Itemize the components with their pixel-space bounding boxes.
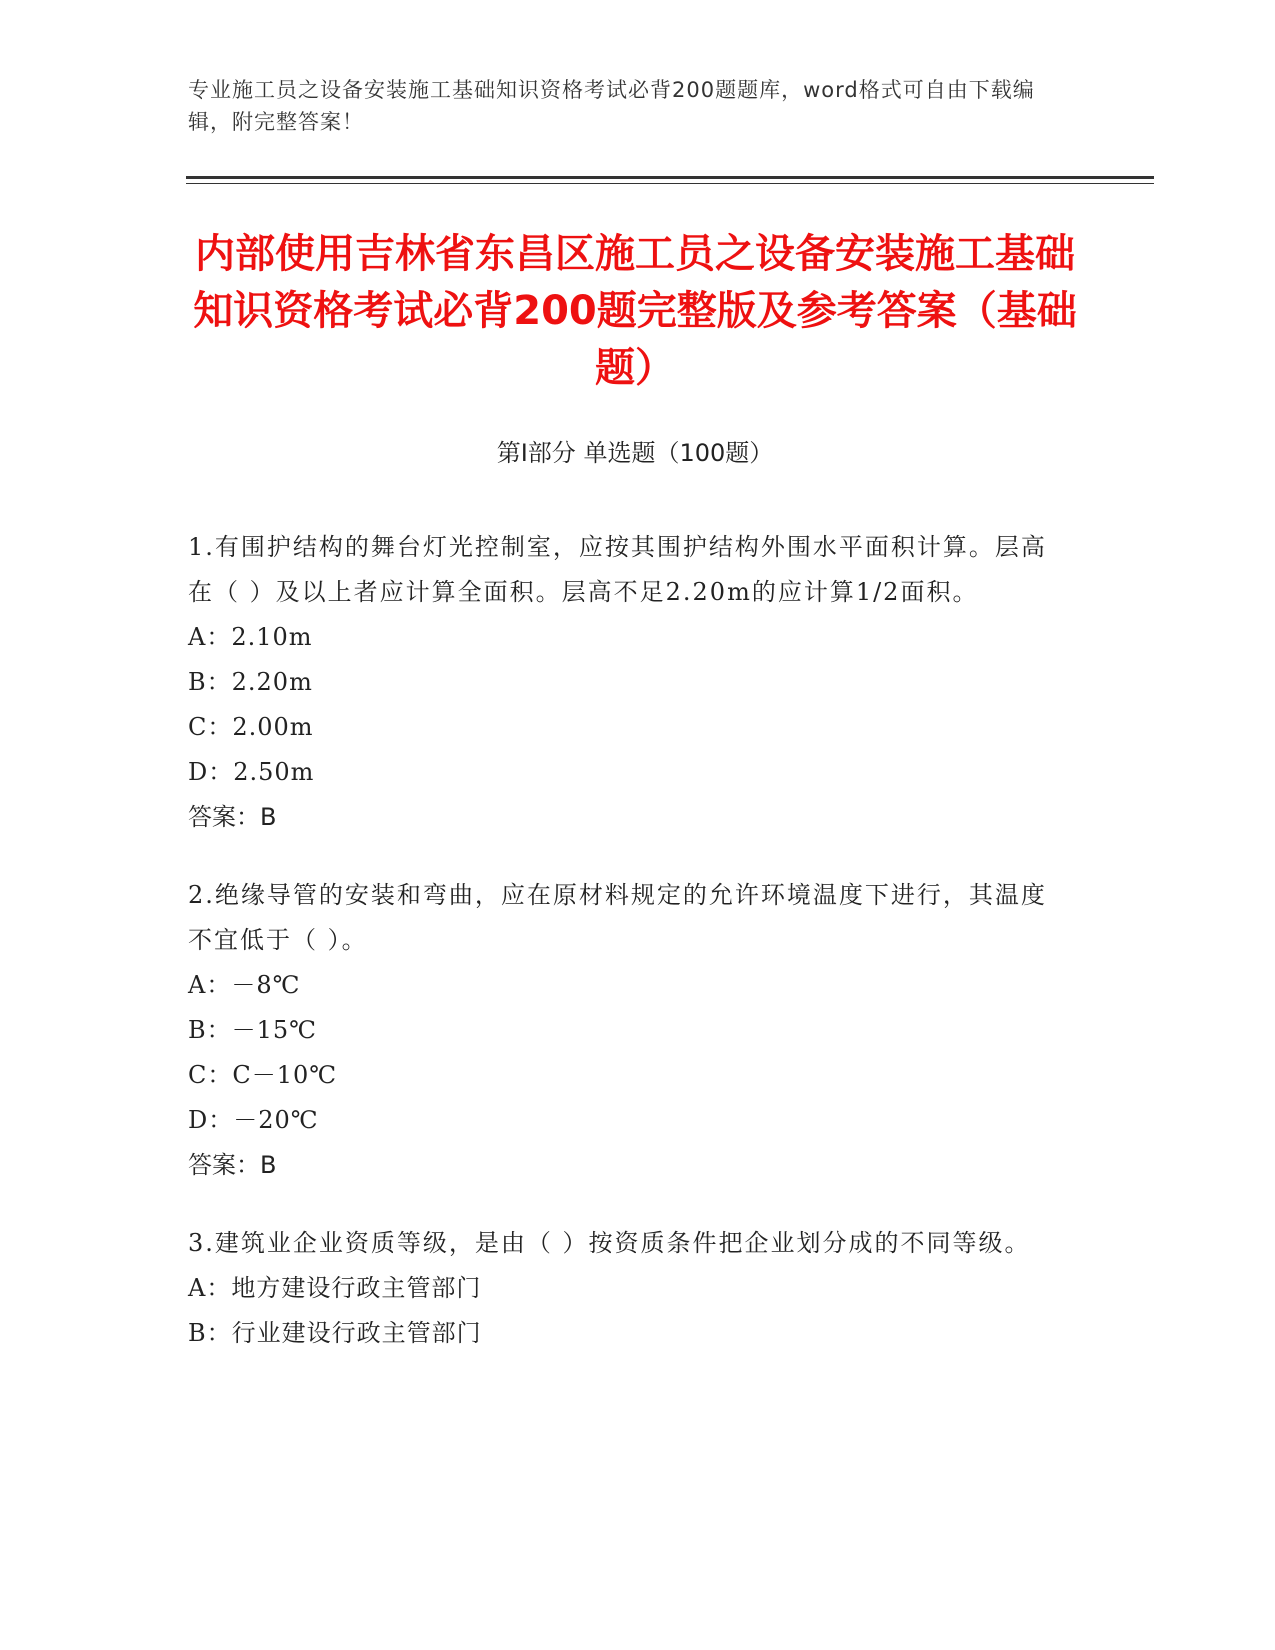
- answer: 答案：B: [188, 803, 277, 831]
- option-c: C：2.00m: [188, 713, 314, 741]
- question-list: [188, 525, 1068, 1389]
- header-divider-thick: [186, 176, 1154, 179]
- option-b: B：2.20m: [188, 668, 313, 696]
- question-1: [188, 525, 1068, 840]
- question-text: 1.有围护结构的舞台灯光控制室，应按其围护结构外围水平面积计算。层高在（ ）及以上者应计算全面积。层高不足2.20m的应计算1/2面积。: [188, 533, 1047, 606]
- option-b: B：行业建设行政主管部门: [188, 1319, 482, 1347]
- option-a: A：2.10m: [188, 623, 313, 651]
- header-divider-thin: [186, 183, 1154, 184]
- option-a: A：－8℃: [188, 971, 301, 999]
- question-2: [188, 873, 1068, 1188]
- question-text: 3.建筑业企业资质等级，是由（ ）按资质条件把企业划分成的不同等级。: [188, 1229, 1031, 1257]
- option-b: B：－15℃: [188, 1016, 318, 1044]
- section-title: 第Ⅰ部分 单选题（100题）: [496, 439, 774, 467]
- answer: 答案：B: [188, 1151, 277, 1179]
- document-title: 内部使用吉林省东昌区施工员之设备安装施工基础知识资格考试必背200题完整版及参考答案（基础题）: [193, 231, 1077, 391]
- option-d: D：2.50m: [188, 758, 315, 786]
- header-note: 专业施工员之设备安装施工基础知识资格考试必背200题题库，word格式可自由下载编辑，附完整答案！: [188, 78, 1035, 134]
- question-3: [188, 1221, 1068, 1356]
- option-d: D：－20℃: [188, 1106, 319, 1134]
- option-c: C：C－10℃: [188, 1061, 338, 1089]
- question-text: 2.绝缘导管的安装和弯曲，应在原材料规定的允许环境温度下进行，其温度不宜低于（ ）。: [188, 881, 1047, 954]
- option-a: A：地方建设行政主管部门: [188, 1274, 482, 1302]
